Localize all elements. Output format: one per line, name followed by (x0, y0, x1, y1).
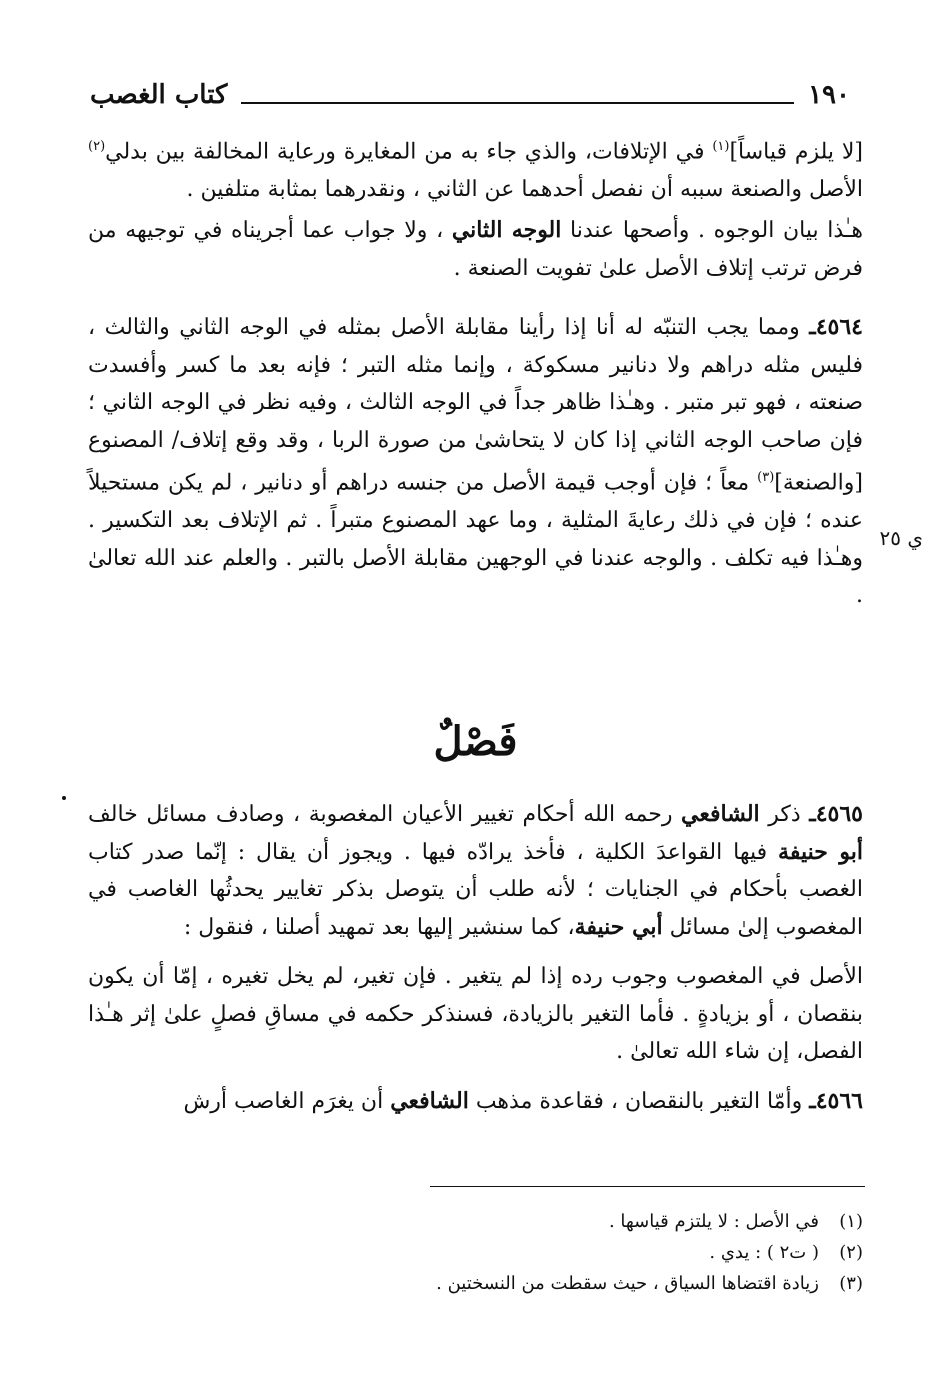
bold-term: الشافعي (390, 1087, 469, 1114)
book-title: كتاب الغصب (90, 80, 228, 110)
text-span: فيها القواعدَ الكلية ، فأخذ يرادّه فيها . ويجوز أن يقال : إنّما صدر كتاب الغصب بأحكام في الجنايات ؛ لأنه طلب أن يتوصل بذكر تغايير يحدثُها الغاصب في المغصوب إلىٰ مسائل (88, 839, 863, 940)
paragraph-1 (88, 128, 863, 208)
footnote (88, 1206, 863, 1237)
paragraph-number: ٤٥٦٦ـ (809, 1087, 863, 1114)
text-span: أن يغرَم الغاصب أرش (183, 1088, 391, 1114)
footnote-number: (١) (839, 1211, 863, 1232)
page-number: ١٩٠ (808, 80, 850, 110)
running-header (90, 78, 850, 112)
footnote-ref-3: (٣) (757, 470, 775, 486)
text-span: ومما يجب التنبّه له أنا إذا رأينا مقابلة الأصل بمثله في الوجه الثاني والثالث ، فليس مثله دراهم ولا دنانير مسكوكة ، وإنما مثله التبر ؛ فإنه بعد ما كسر وأفسدت صنعته ، فهو تبر متبر . وهـٰذا ظاهر جداً في الوجه الثالث ، وفيه نظر في الوجه الثاني ؛ فإن صاحب الوجه الثاني إذا كان لا يتحاشىٰ من صورة الربا ، وقد وقع إتلاف/ المصنوع [والصنعة] (88, 315, 864, 496)
footnote-ref-2: (٢) (88, 139, 106, 154)
margin-dot (62, 796, 66, 800)
paragraph-5: الأصل في المغصوب وجوب رده إذا لم يتغير . فإن تغير، لم يخل تغيره ، إمّا أن يكون بنقصان ، أو بزيادةٍ . فأما التغير بالزيادة، فسنذكر حكمه في مساقِ فصلٍ علىٰ إثر هـٰذا الفصل، إن شاء الله تعالىٰ . (88, 964, 864, 1064)
footnote-number: (٣) (839, 1273, 863, 1294)
text-span: في الإتلافات، والذي جاء به من المغايرة ورعاية المخالفة بين بدلي (105, 139, 713, 165)
bold-term: أبي حنيفة (574, 913, 663, 940)
paragraph-number: ٤٥٦٥ـ (809, 801, 863, 827)
header-rule (241, 102, 794, 104)
main-text-top (88, 128, 863, 628)
text-span: وأمّا التغير بالنقصان ، فقاعدة مذهب (468, 1088, 810, 1114)
text-span: ذكر (759, 802, 810, 827)
text-span: ، كما سنشير إليها بعد تمهيد أصلنا ، فنقول : (183, 914, 575, 940)
text-span: رحمه الله أحكام تغيير الأعيان المغصوبة ، وصادف مسائل خالف (88, 802, 682, 827)
bold-term: أبو حنيفة (778, 838, 863, 865)
paragraph-4565 (88, 796, 863, 946)
main-text-bottom (88, 796, 863, 1132)
text-span: [لا يلزم قياساً] (729, 139, 863, 165)
text-span: الأصل والصنعة سببه أن نفصل أحدهما عن الثاني ، ونقدرهما بمثابة متلفين . (186, 176, 863, 202)
footnote-text: في الأصل : لا يلتزم قياسها . (608, 1211, 819, 1232)
footnote (88, 1268, 863, 1299)
paragraph-2 (88, 212, 863, 287)
paragraph-number: ٤٥٦٤ـ (809, 314, 863, 341)
paragraph-4564 (88, 309, 863, 614)
paragraph-4566 (88, 1083, 863, 1121)
footnotes (88, 1206, 863, 1299)
bold-term: الشافعي (681, 801, 760, 827)
text-span: معاً ؛ فإن أوجب قيمة الأصل من جنسه دراهم أو دنانير ، لم يكن مستحيلاً عنده ؛ فإن في ذلك رعايةَ المثلية ، وما عهد المصنوع متبراً . ثم الإتلاف بعد التكسير . وهـٰذا فيه تكلف . والوجه عندنا في الوجهين مقابلة الأصل بالتبر . والعلم عند الله تعالىٰ . (88, 470, 863, 609)
footnote-rule (430, 1186, 865, 1187)
text-span: ، ولا جواب عما أجريناه في توجيهه من فرض ترتب إتلاف الأصل علىٰ تفويت الصنعة . (88, 218, 863, 281)
bold-term: الوجه الثاني (451, 217, 562, 244)
section-title: فَصْلٌ (433, 718, 518, 765)
footnote-text: زيادة اقتضاها السياق ، حيث سقطت من النسختين . (436, 1273, 819, 1294)
manuscript-marker: ي ٢٥ (879, 526, 923, 550)
text-span: هـٰذا بيان الوجوه . وأصحها عندنا (561, 218, 863, 244)
footnote (88, 1237, 863, 1268)
footnote-ref-1: (١) (712, 139, 730, 154)
footnote-number: (٢) (839, 1242, 863, 1263)
footnote-text: ( ت٢ ) : يدي . (709, 1242, 819, 1263)
